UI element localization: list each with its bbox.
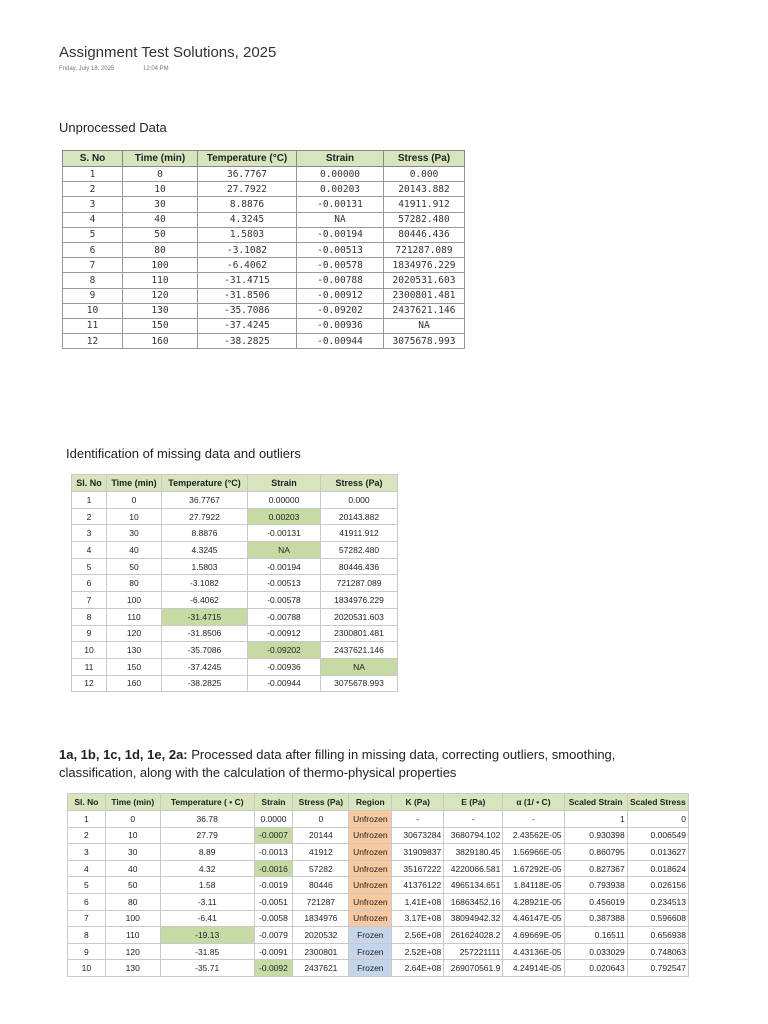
table-cell: Frozen [349, 927, 392, 944]
table-cell: 12 [72, 675, 107, 692]
table-cell: 160 [123, 334, 198, 349]
table-row [63, 242, 465, 257]
table-cell: 9 [63, 288, 123, 303]
table-cell: 0.013627 [627, 844, 688, 861]
table-cell: 110 [107, 608, 162, 625]
table-row [63, 273, 465, 288]
table-cell: -6.4062 [198, 258, 297, 273]
table-cell: 30673284 [392, 827, 444, 844]
table-cell: -0.00944 [297, 334, 384, 349]
table-cell: 4 [63, 212, 123, 227]
table-cell: 80446 [293, 877, 349, 894]
table-cell: 2.56E+08 [392, 927, 444, 944]
table-cell: 40 [105, 860, 160, 877]
table-cell: 1.41E+08 [392, 893, 444, 910]
column-header: K (Pa) [392, 794, 444, 811]
table-cell: 0.860795 [564, 844, 627, 861]
table-cell: -0.00513 [248, 575, 321, 592]
table-cell: 2 [63, 182, 123, 197]
table-cell: 4.32 [160, 860, 254, 877]
table-cell: Frozen [349, 960, 392, 977]
column-header: Strain [248, 475, 321, 492]
table-cell: -0.0092 [254, 960, 293, 977]
table-cell: 20143.882 [321, 508, 398, 525]
table-cell: 1 [63, 167, 123, 182]
table-cell: 100 [107, 592, 162, 609]
table-row [72, 608, 398, 625]
table-cell: -0.00578 [297, 258, 384, 273]
table-cell: - [392, 811, 444, 828]
table-cell: -0.00944 [248, 675, 321, 692]
table-cell: 40 [123, 212, 198, 227]
table-cell: -0.00513 [297, 242, 384, 257]
table-cell: 8.8876 [162, 525, 248, 542]
table-cell: 20143.882 [384, 182, 465, 197]
table-cell: 0.000 [321, 492, 398, 509]
table-cell: 80 [105, 893, 160, 910]
table-cell: 0.656938 [627, 927, 688, 944]
table-cell: -38.2825 [162, 675, 248, 692]
table-cell: 30 [123, 197, 198, 212]
table-cell: 1 [68, 811, 106, 828]
table-cell: 4.69669E-05 [503, 927, 564, 944]
table-cell: Unfrozen [349, 893, 392, 910]
table-cell: 2300801.481 [384, 288, 465, 303]
table-cell: -3.1082 [198, 242, 297, 257]
table-row [72, 492, 398, 509]
table-cell: 41376122 [392, 877, 444, 894]
table-cell: -3.1082 [162, 575, 248, 592]
table-row [63, 334, 465, 349]
table-cell: 130 [123, 303, 198, 318]
table-cell: 3075678.993 [321, 675, 398, 692]
table-cell: 2 [68, 827, 106, 844]
table-cell: 120 [123, 288, 198, 303]
table-cell: 110 [105, 927, 160, 944]
table-row [72, 558, 398, 575]
table-row [72, 575, 398, 592]
table-cell: 1 [72, 492, 107, 509]
table-cell: 10 [107, 508, 162, 525]
table-row [72, 658, 398, 675]
table-cell: -31.8506 [198, 288, 297, 303]
table-cell: -6.4062 [162, 592, 248, 609]
table-row [72, 542, 398, 559]
table-row [63, 167, 465, 182]
column-header: Time (min) [107, 475, 162, 492]
table-cell: 4 [68, 860, 106, 877]
table-cell: 4220066.581 [444, 860, 503, 877]
table-cell: - [503, 811, 564, 828]
table-cell: -37.4245 [162, 658, 248, 675]
column-header: Strain [297, 151, 384, 167]
table-cell: -0.00788 [248, 608, 321, 625]
column-header: α (1/ • C) [503, 794, 564, 811]
table-cell: 0.456019 [564, 893, 627, 910]
table-cell: -31.85 [160, 943, 254, 960]
table-cell: 35167222 [392, 860, 444, 877]
table-cell: -35.71 [160, 960, 254, 977]
table-cell: 4.24914E-05 [503, 960, 564, 977]
table-cell: 41912 [293, 844, 349, 861]
table-cell: 31909837 [392, 844, 444, 861]
table-cell: 4.46147E-05 [503, 910, 564, 927]
table-cell: 4.3245 [162, 542, 248, 559]
table-cell: 27.79 [160, 827, 254, 844]
table-cell: 6 [68, 893, 106, 910]
table-row [68, 910, 689, 927]
table-cell: 16863452.16 [444, 893, 503, 910]
table-cell: -0.0007 [254, 827, 293, 844]
section-heading-unprocessed: Unprocessed Data [59, 120, 167, 135]
table-cell: 8.89 [160, 844, 254, 861]
table-cell: 10 [105, 827, 160, 844]
table-cell: 0 [627, 811, 688, 828]
table-cell: NA [321, 658, 398, 675]
page-time: 12:04 PM [143, 66, 169, 72]
table-cell: 721287.089 [321, 575, 398, 592]
table-cell: -0.00936 [297, 318, 384, 333]
table-cell: 0.827367 [564, 860, 627, 877]
table-cell: 36.7767 [162, 492, 248, 509]
table-cell: -0.00194 [297, 227, 384, 242]
table-cell: 0.020643 [564, 960, 627, 977]
table-cell: 9 [68, 943, 106, 960]
table-cell: 257221111 [444, 943, 503, 960]
table-cell: 0.00000 [297, 167, 384, 182]
table-cell: 5 [68, 877, 106, 894]
table-row [63, 197, 465, 212]
table-cell: 30 [107, 525, 162, 542]
table-cell: -0.0019 [254, 877, 293, 894]
table-row [72, 592, 398, 609]
table-cell: Unfrozen [349, 910, 392, 927]
table-row [68, 893, 689, 910]
table-cell: NA [297, 212, 384, 227]
table-cell: 10 [68, 960, 106, 977]
table-cell: 1834976.229 [384, 258, 465, 273]
table-cell: 4.3245 [198, 212, 297, 227]
page-title: Assignment Test Solutions, 2025 [59, 44, 277, 61]
table-cell: 5 [63, 227, 123, 242]
table-row [68, 927, 689, 944]
table-cell: -6.41 [160, 910, 254, 927]
table-cell: 50 [107, 558, 162, 575]
table-cell: 7 [68, 910, 106, 927]
table-cell: -0.0013 [254, 844, 293, 861]
table-cell: 8 [72, 608, 107, 625]
table-cell: 3 [72, 525, 107, 542]
table-cell: -0.00194 [248, 558, 321, 575]
table-cell: 0.006549 [627, 827, 688, 844]
table-cell: 3.17E+08 [392, 910, 444, 927]
table-cell: 0.16511 [564, 927, 627, 944]
table-cell: 1.67292E-05 [503, 860, 564, 877]
table-cell: 4.43136E-05 [503, 943, 564, 960]
column-header: S. No [63, 151, 123, 167]
table-cell: 7 [63, 258, 123, 273]
table-cell: 0.792547 [627, 960, 688, 977]
table-row [72, 625, 398, 642]
table-cell: 4965134.651 [444, 877, 503, 894]
section-heading-processed [59, 746, 619, 782]
column-header: Stress (Pa) [321, 475, 398, 492]
column-header: Stress (Pa) [384, 151, 465, 167]
missing-outliers-table [71, 474, 398, 692]
table-cell: 11 [63, 318, 123, 333]
table-cell: 120 [105, 943, 160, 960]
table-cell: 130 [105, 960, 160, 977]
table-cell: 0 [293, 811, 349, 828]
table-cell: 2020532 [293, 927, 349, 944]
table-cell: 0.748063 [627, 943, 688, 960]
column-header: E (Pa) [444, 794, 503, 811]
table-cell: 4 [72, 542, 107, 559]
unprocessed-data-table [62, 150, 465, 349]
table-cell: 110 [123, 273, 198, 288]
table-cell: -31.4715 [162, 608, 248, 625]
table-cell: Unfrozen [349, 827, 392, 844]
table-cell: 0.018624 [627, 860, 688, 877]
table-cell: 120 [107, 625, 162, 642]
table-row [68, 844, 689, 861]
table-cell: 3075678.993 [384, 334, 465, 349]
table-cell: 80446.436 [321, 558, 398, 575]
table-cell: 2300801.481 [321, 625, 398, 642]
table-cell: 2020531.603 [321, 608, 398, 625]
column-header: Sl. No [68, 794, 106, 811]
table-cell: -0.00936 [248, 658, 321, 675]
table-cell: 150 [123, 318, 198, 333]
table-cell: -19.13 [160, 927, 254, 944]
table-cell: 1834976.229 [321, 592, 398, 609]
table-row [63, 212, 465, 227]
table-cell: -31.8506 [162, 625, 248, 642]
column-header: Scaled Stress [627, 794, 688, 811]
table-cell: 36.7767 [198, 167, 297, 182]
table-cell: 27.7922 [162, 508, 248, 525]
table-cell: 50 [105, 877, 160, 894]
table-cell: 130 [107, 642, 162, 659]
table-row [63, 318, 465, 333]
table-row [68, 877, 689, 894]
table-cell: 38094942.32 [444, 910, 503, 927]
table-row [72, 525, 398, 542]
table-cell: 8 [68, 927, 106, 944]
table-cell: 5 [72, 558, 107, 575]
table-cell: 50 [123, 227, 198, 242]
table-row [63, 303, 465, 318]
table-row [68, 943, 689, 960]
table-cell: 1.5803 [198, 227, 297, 242]
table-cell: 3 [63, 197, 123, 212]
table-cell: 721287.089 [384, 242, 465, 257]
table-cell: 0.033029 [564, 943, 627, 960]
table-cell: 0.000 [384, 167, 465, 182]
table-row [63, 288, 465, 303]
table-cell: 11 [72, 658, 107, 675]
table-cell: 2.64E+08 [392, 960, 444, 977]
table-cell: -0.0051 [254, 893, 293, 910]
table-cell: 41911.912 [321, 525, 398, 542]
table-cell: NA [384, 318, 465, 333]
table-row [68, 827, 689, 844]
table-cell: 0.026156 [627, 877, 688, 894]
table-row [63, 227, 465, 242]
table-cell: 1.5803 [162, 558, 248, 575]
table-cell: 0 [123, 167, 198, 182]
table-cell: 2437621.146 [384, 303, 465, 318]
table-cell: -0.09202 [297, 303, 384, 318]
table-cell: Unfrozen [349, 860, 392, 877]
table-cell: -0.0016 [254, 860, 293, 877]
table-cell: 2300801 [293, 943, 349, 960]
table-cell: -0.0091 [254, 943, 293, 960]
table-cell: 269070561.9 [444, 960, 503, 977]
processed-data-table [67, 793, 689, 977]
table-cell: -38.2825 [198, 334, 297, 349]
table-cell: 27.7922 [198, 182, 297, 197]
table-cell: 0 [107, 492, 162, 509]
table-cell: 6 [63, 242, 123, 257]
table-cell: -0.09202 [248, 642, 321, 659]
table-row [72, 508, 398, 525]
column-header: Sl. No [72, 475, 107, 492]
table-cell: Unfrozen [349, 844, 392, 861]
table-cell: 0.00000 [248, 492, 321, 509]
table-cell: 9 [72, 625, 107, 642]
table-cell: 0.596608 [627, 910, 688, 927]
table-cell: 1.84118E-05 [503, 877, 564, 894]
table-cell: -0.00788 [297, 273, 384, 288]
column-header: Temperature (°C) [198, 151, 297, 167]
table-cell: 2020531.603 [384, 273, 465, 288]
table-cell: 100 [105, 910, 160, 927]
table-cell: 0.793938 [564, 877, 627, 894]
table-cell: 150 [107, 658, 162, 675]
table-row [68, 811, 689, 828]
table-row [63, 258, 465, 273]
table-cell: -0.0058 [254, 910, 293, 927]
column-header: Strain [254, 794, 293, 811]
table-cell: 0.00203 [297, 182, 384, 197]
table-cell: Unfrozen [349, 811, 392, 828]
table-cell: 7 [72, 592, 107, 609]
column-header: Temperature (°C) [162, 475, 248, 492]
table-cell: Frozen [349, 943, 392, 960]
table-cell: 2437621 [293, 960, 349, 977]
table-cell: -0.0079 [254, 927, 293, 944]
section-heading-text: Processed data after filling in missing data, correcting outliers, smoothing, classification, along with the calculation of thermo-physical properties [59, 747, 616, 780]
table-cell: 1.58 [160, 877, 254, 894]
table-cell: Unfrozen [349, 877, 392, 894]
table-cell: 2.52E+08 [392, 943, 444, 960]
table-cell: 8.8876 [198, 197, 297, 212]
table-cell: 3 [68, 844, 106, 861]
table-row [68, 860, 689, 877]
column-header: Stress (Pa) [293, 794, 349, 811]
table-cell: -0.00131 [297, 197, 384, 212]
table-header-row [63, 151, 465, 167]
table-cell: -0.00912 [248, 625, 321, 642]
table-cell: 20144 [293, 827, 349, 844]
table-cell: 0.00203 [248, 508, 321, 525]
table-cell: -0.00131 [248, 525, 321, 542]
table-cell: 80446.436 [384, 227, 465, 242]
table-row [72, 642, 398, 659]
table-cell: 40 [107, 542, 162, 559]
table-cell: - [444, 811, 503, 828]
table-header-row [72, 475, 398, 492]
table-cell: 10 [72, 642, 107, 659]
table-cell: 1 [564, 811, 627, 828]
table-cell: 4.28921E-05 [503, 893, 564, 910]
table-cell: 2 [72, 508, 107, 525]
table-cell: 57282.480 [321, 542, 398, 559]
section-heading-bold: 1a, 1b, 1c, 1d, 1e, 2a: [59, 747, 188, 762]
table-cell: 1834976 [293, 910, 349, 927]
table-cell: 2437621.146 [321, 642, 398, 659]
table-cell: 36.78 [160, 811, 254, 828]
column-header: Time (min) [123, 151, 198, 167]
table-cell: 1.56966E-05 [503, 844, 564, 861]
table-cell: 0 [105, 811, 160, 828]
table-cell: 8 [63, 273, 123, 288]
table-cell: 100 [123, 258, 198, 273]
table-row [63, 182, 465, 197]
table-cell: 10 [123, 182, 198, 197]
table-row [72, 675, 398, 692]
table-cell: NA [248, 542, 321, 559]
table-cell: 30 [105, 844, 160, 861]
column-header: Temperature ( • C) [160, 794, 254, 811]
table-cell: 41911.912 [384, 197, 465, 212]
column-header: Scaled Strain [564, 794, 627, 811]
column-header: Time (min) [105, 794, 160, 811]
table-cell: 0.930398 [564, 827, 627, 844]
section-heading-missing-outliers: Identification of missing data and outliers [66, 446, 301, 461]
table-cell: -35.7086 [162, 642, 248, 659]
table-cell: 3680794.102 [444, 827, 503, 844]
table-cell: 721287 [293, 893, 349, 910]
table-cell: 0.234513 [627, 893, 688, 910]
table-cell: 2.43562E-05 [503, 827, 564, 844]
table-cell: 80 [123, 242, 198, 257]
table-cell: -37.4245 [198, 318, 297, 333]
table-cell: -0.00578 [248, 592, 321, 609]
table-cell: 80 [107, 575, 162, 592]
table-cell: 57282.480 [384, 212, 465, 227]
table-row [68, 960, 689, 977]
table-cell: 261624028.2 [444, 927, 503, 944]
table-cell: 3829180.45 [444, 844, 503, 861]
table-cell: 10 [63, 303, 123, 318]
table-cell: -35.7086 [198, 303, 297, 318]
table-cell: -0.00912 [297, 288, 384, 303]
table-cell: 0.0000 [254, 811, 293, 828]
page-date: Friday, July 18, 2025 [59, 66, 115, 72]
table-cell: -31.4715 [198, 273, 297, 288]
column-header: Region [349, 794, 392, 811]
table-cell: -3.11 [160, 893, 254, 910]
table-cell: 57282 [293, 860, 349, 877]
table-header-row [68, 794, 689, 811]
table-cell: 160 [107, 675, 162, 692]
table-cell: 6 [72, 575, 107, 592]
table-cell: 12 [63, 334, 123, 349]
table-cell: 0.387388 [564, 910, 627, 927]
